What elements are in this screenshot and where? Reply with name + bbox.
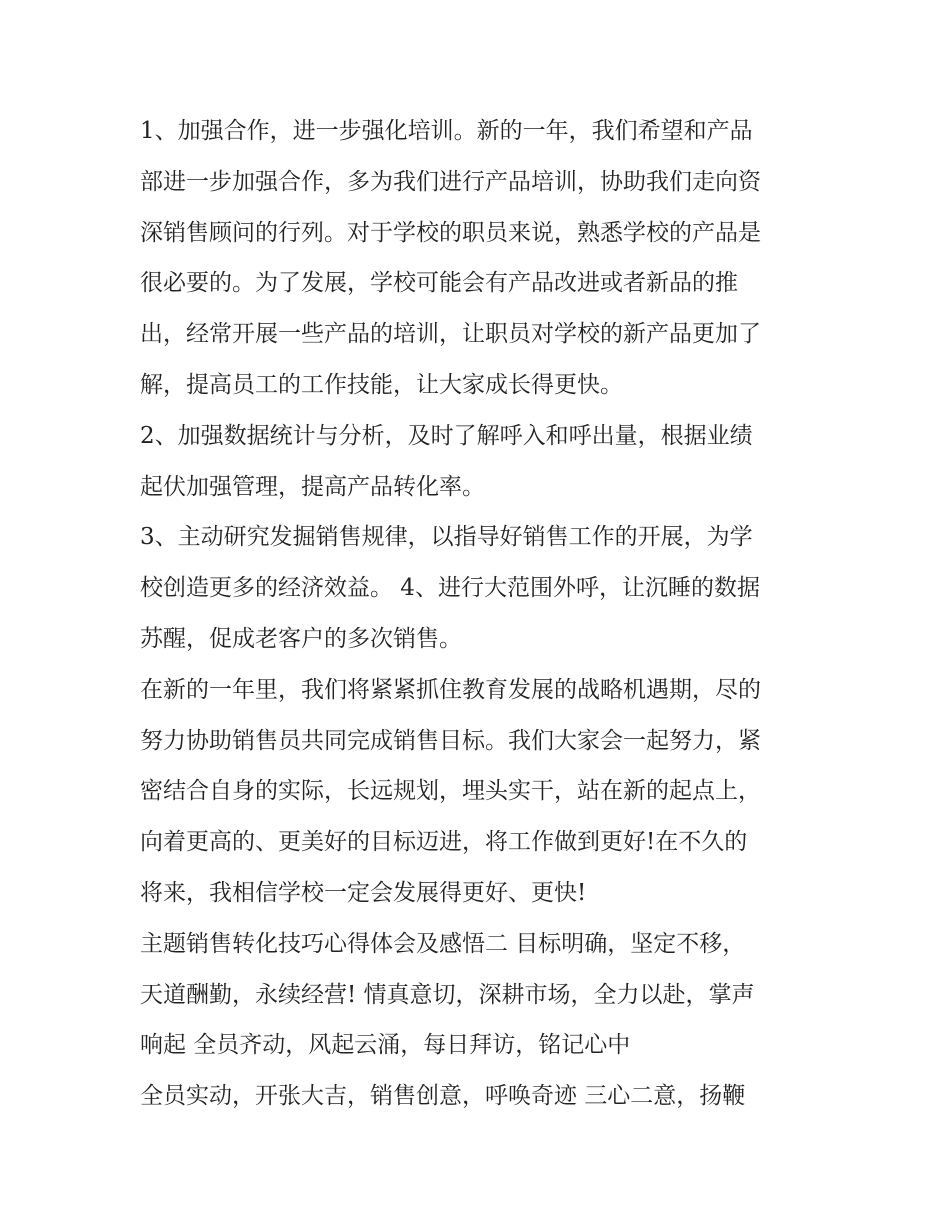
text-line: 密结合自身的实际，长远规划，埋头实干，站在新的起点上， [140,778,761,805]
text-line: 向着更高的、更美好的目标迈进，将工作做到更好!在不久的 [140,829,748,856]
text-line: 解，提高员工的工作技能，让大家成长得更快。 [140,371,623,398]
text-line: 校创造更多的经济效益。 4、进行大范围外呼，让沉睡的数据 [140,575,760,602]
text-line: 苏醒，促成老客户的多次销售。 [140,625,462,652]
text-line: 部进一步加强合作，多为我们进行产品培训，协助我们走向资 [140,168,761,195]
text-line: 2、加强数据统计与分析，及时了解呼入和呼出量，根据业绩 [140,422,753,449]
document-body [140,106,820,1122]
text-line: 在新的一年里，我们将紧紧抓住教育发展的战略机遇期，尽的 [140,676,761,703]
text-line: 1、加强合作，进一步强化培训。新的一年，我们希望和产品 [140,118,753,144]
text-line: 深销售顾问的行列。对于学校的职员来说，熟悉学校的产品是 [140,219,761,246]
text-line: 出，经常开展一些产品的培训，让职员对学校的新产品更加了 [140,321,761,348]
text-line: 努力协助销售员共同完成销售目标。我们大家会一起努力，紧 [140,727,761,754]
text-line: 响起 全员齐动，风起云涌，每日拜访，铭记心中 [140,1032,631,1059]
text-line: 将来，我相信学校一定会发展得更好、更快! [140,879,587,906]
text-line: 很必要的。为了发展，学校可能会有产品改进或者新品的推 [140,270,738,297]
text-line: 起伏加强管理，提高产品转化率。 [140,473,485,500]
text-line: 主题销售转化技巧心得体会及感悟二 目标明确，坚定不移， [140,930,746,957]
text-line: 3、主动研究发掘销售规律，以指导好销售工作的开展，为学 [140,524,753,551]
text-line: 天道酬勤，永续经营! 情真意切，深耕市场，全力以赴，掌声 [140,981,755,1008]
text-line: 全员实动，开张大吉，销售创意，呼唤奇迹 三心二意，扬鞭 [140,1083,746,1110]
